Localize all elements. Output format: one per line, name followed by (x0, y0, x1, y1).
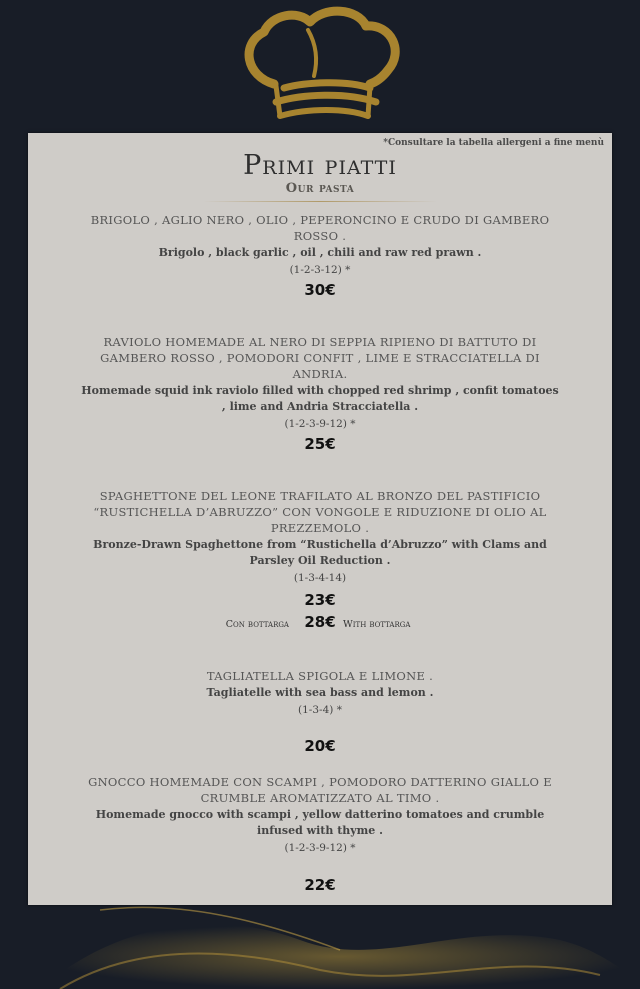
allergen-codes: (1-3-4-14) (293, 572, 347, 584)
dish-name-english: Homemade gnocco with scampi , yellow datterino tomatoes and crumble infused with thyme . (95, 808, 545, 837)
dish-price: 25€ (304, 435, 336, 453)
dish-name-english: Brigolo , black garlic , oil , chili and raw red prawn . (158, 246, 482, 259)
allergen-codes: (1-2-3-9-12) * (284, 418, 356, 430)
bottarga-option (28, 613, 612, 635)
dish-price: 23€ (304, 591, 336, 609)
dish-item (78, 212, 562, 278)
section-title: Primi piatti (243, 150, 397, 181)
dish-price: 22€ (304, 876, 336, 894)
dish-name-italian: TAGLIATELLA SPIGOLA E LIMONE . (206, 669, 434, 683)
dish-item (78, 488, 562, 586)
dish-item (78, 774, 562, 856)
allergen-codes: (1-3-4) * (298, 704, 342, 716)
bottarga-label-english: With bottarga (343, 619, 411, 630)
dish-name-english: Homemade squid ink raviolo filled with chopped red shrimp , confit tomatoes , lime and Andria Stracciatella . (81, 384, 559, 413)
dish-name-english: Tagliatelle with sea bass and lemon . (206, 686, 434, 699)
chef-hat-icon (236, 4, 404, 126)
allergen-note: *Consultare la tabella allergeni a fine menù (383, 138, 604, 148)
dish-item (78, 334, 562, 432)
section-subtitle: Our pasta (285, 181, 355, 196)
dish-price: 20€ (304, 737, 336, 755)
dish-name-italian: RAVIOLO HOMEMADE AL NERO DI SEPPIA RIPIENO DI BATTUTO DI GAMBERO ROSSO , POMODORI CONFIT , LIME E STRACCIATELLA DI ANDRIA. (100, 335, 540, 381)
bottarga-price: 28€ (304, 613, 336, 631)
dish-name-italian: SPAGHETTONE DEL LEONE TRAFILATO AL BRONZO DEL PASTIFICIO “RUSTICHELLA D’ABRUZZO” CON VONGOLE E RIDUZIONE DI OLIO AL PREZZEMOLO . (93, 489, 547, 535)
dish-name-italian: GNOCCO HOMEMADE CON SCAMPI , POMODORO DATTERINO GIALLO E CRUMBLE AROMATIZZATO AL TIMO . (88, 775, 552, 805)
bottarga-label-italian: Con bottarga (225, 619, 289, 630)
menu-card (28, 133, 612, 905)
dish-item (78, 668, 562, 718)
allergen-codes: (1-2-3-9-12) * (284, 842, 356, 854)
dish-name-italian: BRIGOLO , AGLIO NERO , OLIO , PEPERONCINO E CRUDO DI GAMBERO ROSSO . (90, 213, 550, 243)
dish-price: 30€ (304, 281, 336, 299)
allergen-codes: (1-2-3-12) * (289, 264, 351, 276)
dish-name-english: Bronze-Drawn Spaghettone from “Rustichella d’Abruzzo” with Clams and Parsley Oil Reduction . (93, 538, 547, 567)
title-divider (203, 201, 437, 202)
